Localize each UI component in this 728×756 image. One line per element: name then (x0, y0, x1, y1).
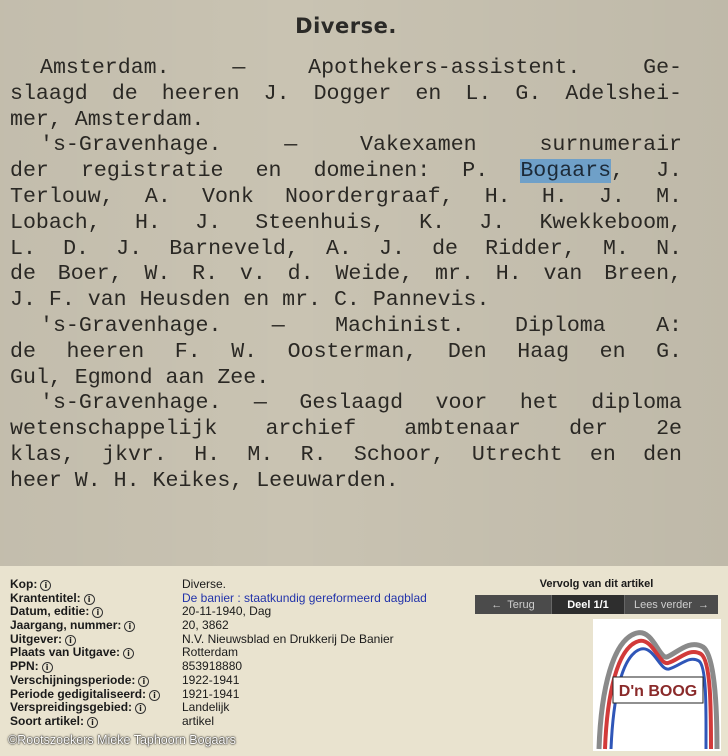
search-highlight: Bogaars (520, 159, 612, 184)
info-icon[interactable]: i (124, 621, 135, 632)
meta-key: Verschijningsperiode: (10, 672, 136, 687)
meta-row-verspreidingsgebied (10, 701, 470, 715)
meta-value: N.V. Nieuwsblad en Drukkerij De Banier (182, 631, 394, 646)
newspaper-title-link[interactable]: De banier : staatkundig gereformeerd dagblad (182, 590, 427, 605)
meta-key: Datum, editie: (10, 604, 90, 619)
meta-value: 1922-1941 (182, 672, 240, 687)
meta-key: Periode gedigitaliseerd: (10, 686, 147, 701)
meta-value: 1921-1941 (182, 686, 240, 701)
meta-value: Landelijk (182, 700, 230, 715)
info-icon[interactable]: i (135, 703, 146, 714)
meta-row-ppn (10, 660, 470, 674)
article-line: 's-Gravenhage. — Vakexamen surnumerair (40, 133, 682, 158)
article-title: Diverse. (295, 14, 397, 38)
meta-row-soort-artikel (10, 715, 470, 729)
meta-row-jaargang (10, 619, 470, 633)
metadata-panel (10, 578, 470, 729)
article-line: slaagd de heeren J. Dogger en L. G. Adelshei- (10, 81, 682, 106)
meta-key: Plaats van Uitgave: (10, 645, 121, 660)
meta-row-gedigitaliseerd (10, 688, 470, 702)
article-line: klas, jkvr. H. M. R. Schoor, Utrecht en den (10, 442, 682, 467)
meta-key: Kop: (10, 577, 38, 591)
prev-part-button[interactable] (475, 595, 551, 614)
info-icon[interactable]: i (65, 635, 76, 646)
article-line: de Boer, W. R. v. d. Weide, mr. H. van Breen, (10, 262, 682, 287)
meta-key: Jaargang, nummer: (10, 618, 122, 633)
article-paragraph-2 (10, 133, 682, 314)
info-icon[interactable]: i (138, 676, 149, 687)
arrow-left-icon: ← (491, 598, 503, 611)
info-icon[interactable]: i (40, 580, 51, 591)
prev-part-label: Terug (507, 598, 535, 611)
article-line: mer, Amsterdam. (10, 107, 205, 132)
part-indicator: Deel 1/1 (551, 595, 625, 614)
article-line: 's-Gravenhage. — Machinist. Diploma A: (40, 313, 682, 338)
logo-text: D'n BOOG (618, 683, 698, 700)
dn-boog-logo (593, 619, 721, 751)
meta-row-datum (10, 605, 470, 619)
meta-value: 853918880 (182, 659, 243, 674)
meta-row-verschijningsperiode (10, 674, 470, 688)
article-line: Amsterdam. — Apothekers-assistent. Ge- (40, 56, 682, 80)
article-paragraph-1 (10, 56, 682, 133)
article-line: heer W. H. Keikes, Leeuwarden. (10, 468, 399, 493)
info-icon[interactable]: i (42, 662, 53, 673)
article-line: J. F. van Heusden en mr. C. Pannevis. (10, 288, 490, 313)
arrow-right-icon: → (698, 598, 710, 611)
meta-row-krantentitel (10, 592, 470, 606)
article-line: Gul, Egmond aan Zee. (10, 365, 270, 390)
article-line: Lobach, H. J. Steenhuis, K. J. Kwekkeboom, (10, 210, 682, 235)
meta-key: Soort artikel: (10, 713, 85, 728)
copyright-footer: ©Rootszoekers Mieke Taphoorn Bogaars (8, 733, 236, 747)
article-line: 's-Gravenhage. — Geslaagd voor het diploma (40, 391, 682, 416)
meta-key: Verspreidingsgebied: (10, 700, 133, 715)
meta-key: Uitgever: (10, 631, 63, 646)
info-icon[interactable]: i (149, 690, 160, 701)
article-paragraph-4 (10, 391, 682, 494)
meta-value: 20, 3862 (182, 618, 229, 633)
article-line-part: , J. (611, 159, 682, 184)
article-line: L. D. J. Barneveld, A. J. de Ridder, M. N. (10, 236, 682, 261)
meta-key: Krantentitel: (10, 590, 81, 605)
article-paragraph-3 (10, 314, 682, 391)
next-part-button[interactable] (625, 595, 718, 614)
article-line: de heeren F. W. Oosterman, Den Haag en G. (10, 339, 682, 364)
article-body (10, 14, 682, 495)
article-continuation (475, 578, 718, 614)
meta-key: PPN: (10, 659, 39, 674)
article-line: Terlouw, A. Vonk Noordergraaf, H. H. J. M. (10, 184, 682, 209)
info-icon[interactable]: i (84, 594, 95, 605)
meta-value: Diverse. (182, 577, 227, 591)
meta-row-plaats (10, 646, 470, 660)
article-line-part: der registratie en domeinen: P. (10, 159, 489, 184)
logo-graphic (593, 619, 721, 751)
info-icon[interactable]: i (87, 717, 98, 728)
meta-value: artikel (182, 713, 215, 728)
continuation-title: Vervolg van dit artikel (539, 578, 654, 590)
meta-value: Rotterdam (182, 645, 239, 660)
meta-row-uitgever (10, 633, 470, 647)
next-part-label: Lees verder (633, 598, 693, 611)
meta-row-kop (10, 578, 470, 592)
info-icon[interactable]: i (123, 648, 134, 659)
article-line (10, 159, 682, 185)
continuation-nav (475, 595, 718, 614)
meta-value: 20-11-1940, Dag (182, 604, 272, 619)
article-line: wetenschappelijk archief ambtenaar der 2e (10, 417, 682, 442)
info-icon[interactable]: i (92, 607, 103, 618)
